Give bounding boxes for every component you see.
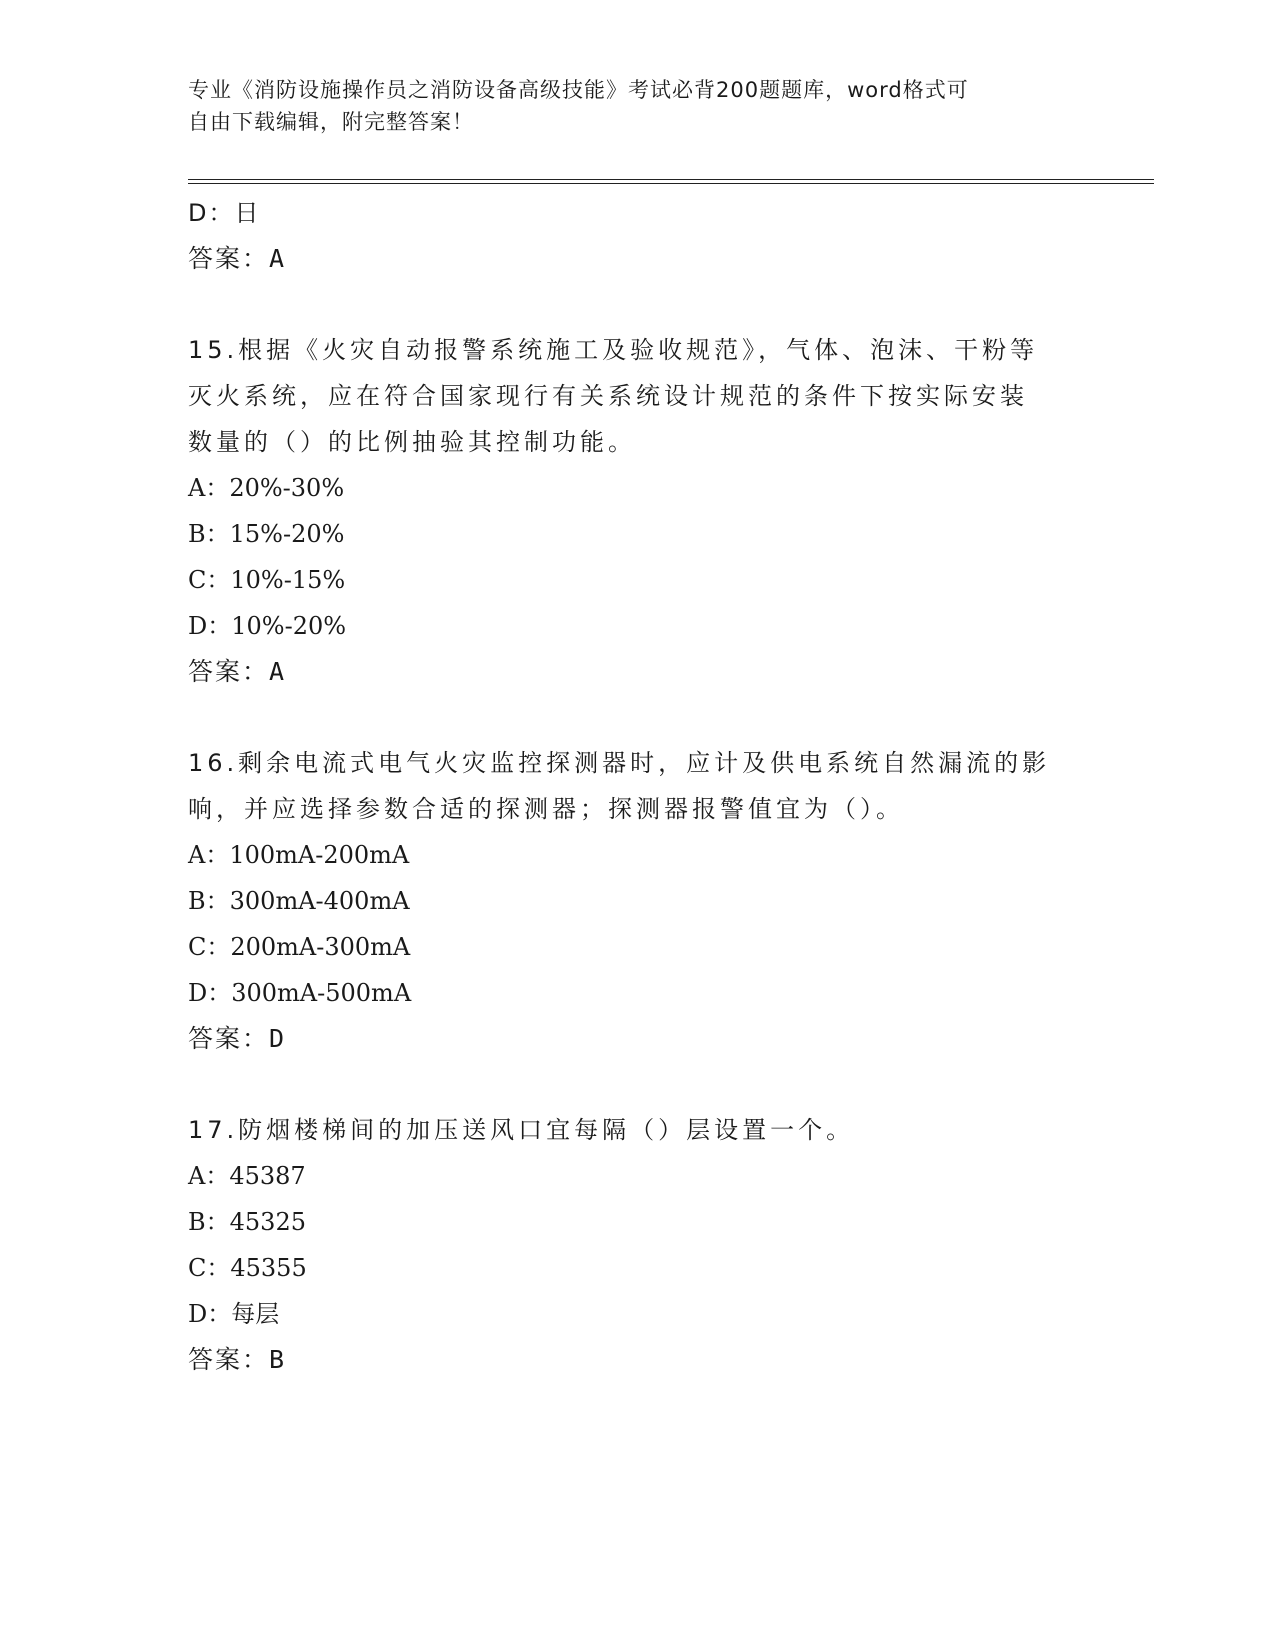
question-17-option-a: A：45387 [188,1162,306,1190]
header-line-2: 自由下载编辑，附完整答案！ [188,110,474,134]
header-divider-top [188,179,1154,180]
spacer [188,282,1088,327]
question-17-line-1: 17.防烟楼梯间的加压送风口宜每隔（）层设置一个。 [188,1116,855,1144]
question-15-line-3: 数量的（）的比例抽验其控制功能。 [188,428,636,456]
question-15-line-1: 15.根据《火灾自动报警系统施工及验收规范》，气体、泡沫、干粉等 [188,336,1039,364]
spacer [188,695,1088,740]
question-16 [188,740,1088,1062]
question-17-option-c: C：45355 [188,1254,307,1282]
question-17-option-b: B：45325 [188,1208,306,1236]
question-17-option-d: D：每层 [188,1300,280,1328]
question-15-option-a: A：20%-30% [188,474,345,502]
prev-option-d: D：日 [188,199,261,227]
question-15 [188,327,1088,695]
question-17-answer: 答案：B [188,1345,287,1374]
question-15-line-2: 灭火系统，应在符合国家现行有关系统设计规范的条件下按实际安装 [188,382,1028,410]
question-16-option-d: D：300mA-500mA [188,979,412,1007]
question-content [188,190,1088,1383]
question-16-line-1: 16.剩余电流式电气火灾监控探测器时，应计及供电系统自然漏流的影 [188,749,1051,777]
question-17 [188,1107,1088,1383]
header-divider-bottom [188,183,1154,184]
question-16-line-2: 响，并应选择参数合适的探测器；探测器报警值宜为（）。 [188,795,904,823]
question-15-option-b: B：15%-20% [188,520,345,548]
question-16-option-a: A：100mA-200mA [188,841,410,869]
question-15-option-c: C：10%-15% [188,566,346,594]
spacer [188,1062,1088,1107]
header-line-1: 专业《消防设施操作员之消防设备高级技能》考试必背200题题库，word格式可 [188,78,969,102]
question-16-option-c: C：200mA-300mA [188,933,411,961]
question-15-option-d: D：10%-20% [188,612,347,640]
question-16-option-b: B：300mA-400mA [188,887,410,915]
question-16-answer: 答案：D [188,1024,287,1053]
document-header [188,74,1088,138]
question-15-answer: 答案：A [188,657,287,686]
prev-answer: 答案：A [188,244,287,273]
